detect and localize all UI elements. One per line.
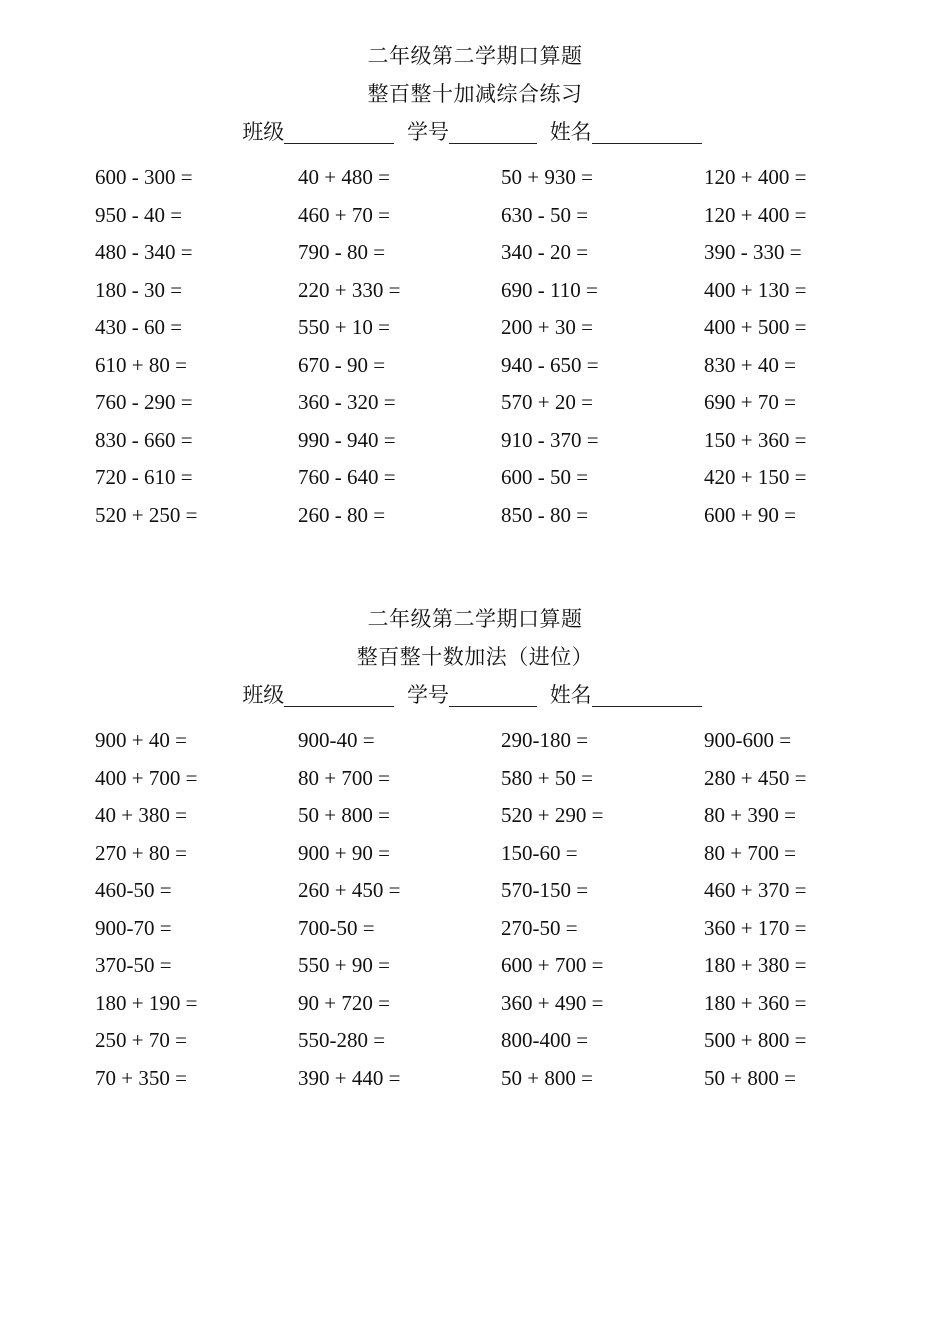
math-problem: 40 + 480 = [298,165,390,189]
problem-row [95,347,895,385]
student-number-blank [449,119,537,144]
problem-row [95,910,895,948]
math-problem: 360 - 320 = [298,390,396,414]
math-problem: 760 - 640 = [298,465,396,489]
math-problem: 150 + 360 = [704,427,807,452]
class-label: 班级 [242,120,285,144]
math-problem: 40 + 380 = [95,803,187,827]
math-problem: 760 - 290 = [95,390,193,414]
student-number-label: 学号 [407,120,449,144]
math-problem: 600 - 50 = [501,465,589,489]
math-problem: 690 + 70 = [704,390,796,414]
problem-row [95,384,895,422]
math-problem: 500 + 800 = [704,1028,807,1052]
problem-row [95,272,895,310]
math-problem: 460 + 70 = [298,202,390,227]
math-problem: 420 + 150 = [704,465,807,489]
worksheet-subtitle: 整百整十数加法（进位） [356,645,594,669]
problem-row [95,760,895,798]
math-problem: 180 + 380 = [704,953,807,977]
math-problem: 80 + 700 = [704,840,796,865]
problem-row [95,835,895,873]
worksheet-subtitle: 整百整十加减综合练习 [367,82,583,106]
math-problem: 460-50 = [95,878,172,902]
student-name-label: 姓名 [549,120,592,144]
math-problem: 260 + 450 = [298,878,401,902]
math-problem: 550-280 = [298,1028,386,1052]
math-problem: 90 + 720 = [298,990,390,1015]
problem-row [95,309,895,347]
math-problem: 80 + 700 = [298,765,390,790]
math-problem: 120 + 400 = [704,202,807,227]
problem-row [95,197,895,235]
math-problem: 900 + 40 = [95,728,187,752]
math-problem: 50 + 800 = [704,1065,796,1090]
student-info-line [0,676,950,714]
math-problem: 400 + 700 = [95,765,198,790]
math-problem: 220 + 330 = [298,277,401,302]
problem-row [95,234,895,272]
math-problem: 370-50 = [95,953,172,977]
math-problem: 400 + 500 = [704,315,807,339]
math-problem: 800-400 = [501,1028,589,1052]
math-problem: 580 + 50 = [501,765,593,790]
math-problem: 390 - 330 = [704,240,802,264]
student-number-label: 学号 [407,683,449,707]
math-problem: 910 - 370 = [501,427,599,452]
math-problem: 520 + 290 = [501,803,604,827]
math-problem: 900 + 90 = [298,840,390,865]
problem-row [95,159,895,197]
math-problem: 390 + 440 = [298,1065,401,1090]
math-problem: 900-70 = [95,915,172,940]
math-problem: 280 + 450 = [704,765,807,790]
math-problem: 430 - 60 = [95,315,183,339]
math-problem: 120 + 400 = [704,165,807,189]
class-label: 班级 [242,683,285,707]
math-problem: 400 + 130 = [704,277,807,302]
math-problem: 270-50 = [501,915,578,940]
math-problem: 460 + 370 = [704,878,807,902]
math-problem: 850 - 80 = [501,502,589,527]
math-problem: 80 + 390 = [704,803,796,827]
math-problem: 600 - 300 = [95,165,193,189]
math-problem: 830 + 40 = [704,352,796,377]
problem-row [95,872,895,910]
problem-row [95,1060,895,1098]
math-problem: 290-180 = [501,728,589,752]
math-problem: 520 + 250 = [95,502,198,527]
problem-row [95,947,895,985]
math-problem: 250 + 70 = [95,1028,187,1052]
math-problem: 600 + 700 = [501,953,604,977]
student-name-blank [592,119,702,144]
worksheet-title: 二年级第二学期口算题 [367,607,583,631]
class-blank [284,119,394,144]
math-problem: 570 + 20 = [501,390,593,414]
worksheet-title: 二年级第二学期口算题 [367,44,583,68]
problem-row [95,1022,895,1060]
math-problem: 570-150 = [501,878,589,902]
math-problem: 200 + 30 = [501,315,593,339]
math-problem: 360 + 490 = [501,990,604,1015]
problem-grid [95,722,895,1097]
math-problem: 950 - 40 = [95,202,183,227]
math-problem: 550 + 90 = [298,953,390,977]
math-problem: 50 + 800 = [501,1065,593,1090]
math-problem: 940 - 650 = [501,352,599,377]
problem-row [95,459,895,497]
math-problem: 830 - 660 = [95,427,193,452]
math-problem: 180 - 30 = [95,277,183,302]
problem-row [95,797,895,835]
math-problem: 900-600 = [704,728,792,752]
math-problem: 260 - 80 = [298,502,386,527]
math-problem: 600 + 90 = [704,502,796,527]
math-problem: 70 + 350 = [95,1065,187,1090]
math-problem: 50 + 930 = [501,165,593,189]
math-problem: 360 + 170 = [704,915,807,940]
student-name-label: 姓名 [549,683,592,707]
problem-row [95,985,895,1023]
problem-row [95,497,895,535]
math-problem: 690 - 110 = [501,277,598,302]
math-problem: 630 - 50 = [501,202,589,227]
math-problem: 990 - 940 = [298,427,396,452]
student-number-blank [449,682,537,707]
student-info-line [0,113,950,151]
math-problem: 790 - 80 = [298,240,386,264]
math-problem: 550 + 10 = [298,315,390,339]
worksheet-section-2 [0,600,950,1090]
math-problem: 670 - 90 = [298,352,386,377]
math-problem: 720 - 610 = [95,465,193,489]
math-problem: 50 + 800 = [298,803,390,827]
math-problem: 900-40 = [298,728,375,752]
class-blank [284,682,394,707]
math-problem: 180 + 190 = [95,990,198,1015]
math-problem: 480 - 340 = [95,240,193,264]
problem-row [95,422,895,460]
worksheet-section-1 [0,37,950,527]
math-problem: 700-50 = [298,915,375,940]
math-problem: 270 + 80 = [95,840,187,865]
student-name-blank [592,682,702,707]
problem-row [95,722,895,760]
math-problem: 610 + 80 = [95,352,187,377]
math-problem: 180 + 360 = [704,990,807,1015]
problem-grid [95,159,895,534]
math-problem: 150-60 = [501,840,578,865]
math-problem: 340 - 20 = [501,240,589,264]
